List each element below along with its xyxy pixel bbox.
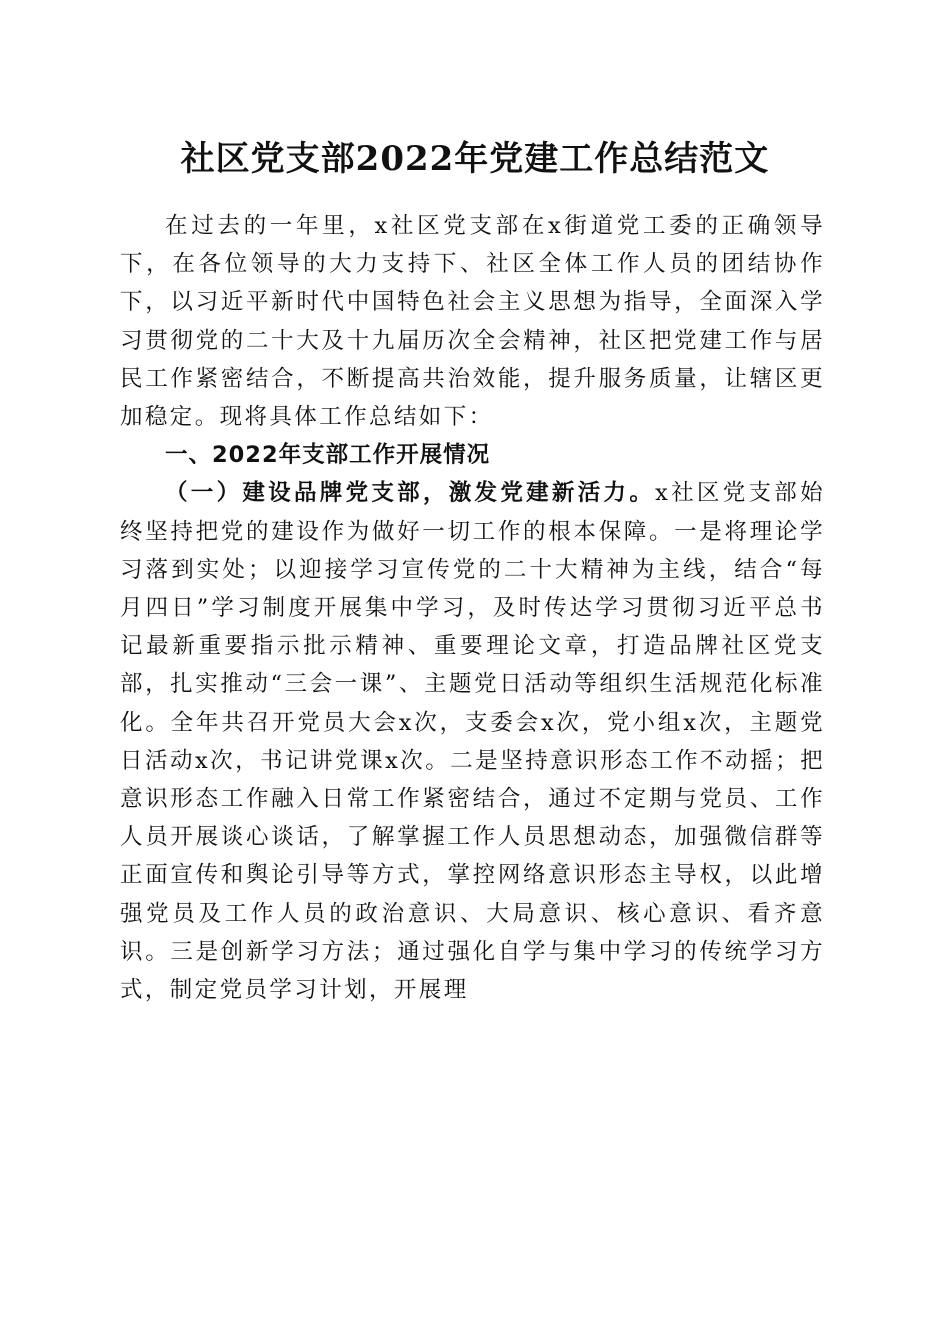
intro-paragraph: 在过去的一年里，x社区党支部在x街道党工委的正确领导下，在各位领导的大力支持下、社区全体工作人员的团结协作下，以习近平新时代中国特色社会主义思想为指导，全面深入学习贯彻党的二十大及十九届历次全会精神，社区把党建工作与居民工作紧密结合，不断提高共治效能，提升服务质量，让辖区更加稳定。现将具体工作总结如下：: [120, 213, 825, 431]
subsection-paragraph-1: [120, 474, 825, 1009]
subsection-body-1: x社区党支部始终坚持把党的建设作为做好一切工作的根本保障。一是将理论学习落到实处；以迎接学习宣传党的二十大精神为主线，结合“每月四日”学习制度开展集中学习，及时传达学习贯彻习近平总书记最新重要指示批示精神、重要理论文章，打造品牌社区党支部，扎实推动“三会一课”、主题党日活动等组织生活规范化标准化。全年共召开党员大会x次，支委会x次，党小组x次，主题党日活动x次，书记讲党课x次。二是坚持意识形态工作不动摇；把意识形态工作融入日常工作紧密结合，通过不定期与党员、工作人员开展谈心谈话，了解掌握工作人员思想动态，加强微信群等正面宣传和舆论引导等方式，掌控网络意识形态主导权，以此增强党员及工作人员的政治意识、大局意识、核心意识、看齐意识。三是创新学习方法；通过强化自学与集中学习的传统学习方式，制定党员学习计划，开展理: [120, 480, 825, 1004]
document-body: [120, 207, 825, 1009]
section-heading-1: 一、2022年支部工作开展情况: [165, 442, 491, 469]
document-title: 社区党支部2022年党建工作总结范文: [180, 139, 770, 179]
subsection-lead-1: （一）建设品牌党支部，激发党建新活力。: [165, 480, 656, 507]
